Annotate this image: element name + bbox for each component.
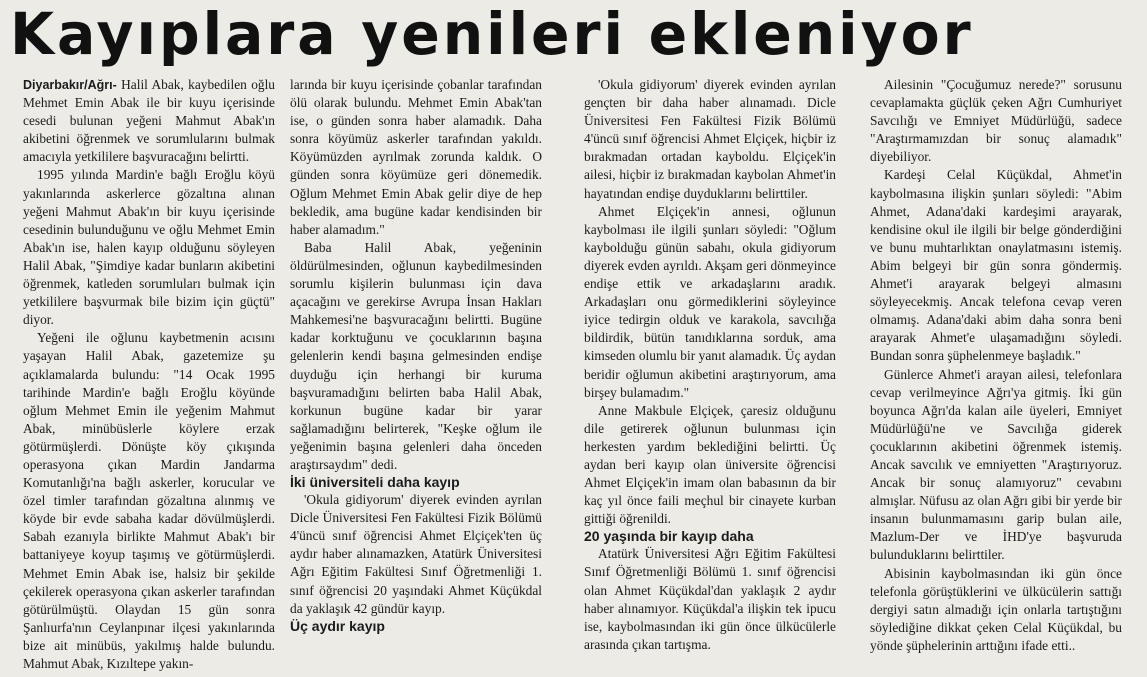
paragraph bbox=[23, 76, 275, 166]
subheading: İki üniversiteli daha kayıp bbox=[290, 474, 460, 491]
article-column-2 bbox=[290, 76, 542, 635]
paragraph: Anne Makbule Elçiçek, çaresiz olduğunu dile getirerek oğlunun bulunması için herkesten yardım beklediğini belirtti. Üç aydan beri kayıp olan üniversite öğrencisi Ahmet Elçiçek'in imam olan babasının da bir kaç yıl önce faili meçhul bir cinayete kurban gittiği öğrenildi. bbox=[584, 402, 836, 527]
paragraph: Atatürk Üniversitesi Ağrı Eğitim Fakültesi Sınıf Öğretmenliği Bölümü 1. sınıf öğrencisi olan Ahmet Küçükdal'dan yaklaşık 2 aydır haber alınamıyor. Küçükdal'a ilişkin tek ipucu ise, kaybolmasından iki gün önce ülkücülerle arasında çıkan tartışma. bbox=[584, 546, 836, 652]
subheading: 20 yaşında bir kayıp daha bbox=[584, 528, 754, 545]
paragraph: Baba Halil Abak, yeğeninin öldürülmesinden, oğlunun kaybedilmesinden sorumlu kişilerin bulunması için dava açacağını ve gerekirse Avrupa İnsan Hakları Mahkemesi'ne başvuracağını belirtti. Bugüne kadar korktuğunu ve çocuklarının başına gelenlerin kendi başına gelmesinden endişe duyduğu için herhangi bir kuruma başvuramadığını belirten baba Halil Abak, korkunun bugüne kadar bir yarar sağlamadığını belirterek, "Keşke oğlum ile yeğenimin başına gelenleri daha önceden araştırsaydım" dedi. bbox=[290, 239, 542, 472]
paragraph: 1995 yılında Mardin'e bağlı Eroğlu köyü yakınlarında askerlerce gözaltına alınan yeğeni Mahmut Abak'ın bir kuyu içerisinde cesedinin bulunduğunu ve oğlu Mehmet Emin Abak'ın ise, halen kayıp olduğunu söyleyen Halil Abak, "Şimdiye kadar bunların akibetini öğrenmek, katleden sorumluları bulmak için yetkililere başvurmak bile bizim için güçtü" diyor. bbox=[23, 167, 275, 328]
paragraph: Ailesinin "Çocuğumuz nerede?" sorusunu cevaplamakta güçlük çeken Ağrı Cumhuriyet Savcılığı ve Emniyet Müdürlüğü, sadece "Araştırmamızdan bir sonuç alamadık" diyebiliyor. bbox=[870, 77, 1122, 165]
article-column-3 bbox=[584, 76, 836, 654]
paragraph: Kardeşi Celal Küçükdal, Ahmet'in kaybolmasına ilişkin şunları söyledi: "Abim Ahmet, Adana'daki kardeşimi arayarak, kendisine okul ile ilgili bir belge gönderdiğini ve bunu muhtarlıktan onaylatmasını istemiş. Abim belgeyi bir gün sonra göndermiş. Ahmet'i arayarak belgeyi almasını söyleyecekmiş. Ancak telefona cevap veren olmamış. Adana'daki abim daha sonra beni arayarak Ahmet'e ulaşamadığını söyledi. Bundan sonra şüphelenmeye başladık." bbox=[870, 167, 1122, 364]
paragraph: 'Okula gidiyorum' diyerek evinden ayrılan Dicle Üniversitesi Fen Fakültesi Fizik Bölümü 4'üncü sınıf öğrencisi Ahmet Elçiçek'ten üç aydır haber alınamazken, Atatürk Üniversitesi Ağrı Eğitim Fakültesi Sınıf Öğretmenliği 1. sınıf öğrencisi 20 yaşındaki Ahmet Küçükdal da yaklaşık 42 gündür kayıp. bbox=[290, 492, 542, 616]
paragraph: Günlerce Ahmet'i arayan ailesi, telefonlara cevap verilmeyince Ağrı'ya gitmiş. İki gün boyunca Ağrı'da kalan aile üyeleri, Emniyet Müdürlüğü'ne ve Savcılığa giderek çocuklarının akibetini öğrenmek istemiş. Ancak savcılık ve emniyetten "Araştırıyoruz. Ancak bir sonuç alamıyoruz" cevabını almışlar. Nüfusu az olan Ağrı gibi bir yerde bir insanın bulunmamasını garip bulan aile, Mazlum-Der ve İHD'ye başvuruda bulunduklarını belirttiler. bbox=[870, 366, 1122, 563]
paragraph: Yeğeni ile oğlunu kaybetmenin acısını yaşayan Halil Abak, gazetemize şu açıklamalarda bulundu: "14 Ocak 1995 tarihinde Mardin'e bağlı Eroğlu köyünde oğlum Mehmet Emin ile yeğenim Mahmut Abak, minübüslerle köylere erzak götürmüşlerdi. Dönüşte köy çıkışında operasyona çıkan Mardin Jandarma Komutanlığı'na bağlı askerler, korucular ve özel timler tarafından gözaltına alınmış ve köyde bir evde sabaha kadar dövülmüşlerdi. Sabah ezanıyla birlikte Mahmut Abak'ı bir battaniyeye koyup taşımış ve götürmüşlerdi. Mehmet Emin Abak ise, halsiz bir şekilde çekilerek operasyona çıkan askerler tarafından götürülmüştü. Olaydan 15 gün sonra Şanlıurfa'nın Ceylanpınar ilçesi yakınlarında bize ait minübüs, yakılmış halde bulundu. Mahmut Abak, Kızıltepe yakın- bbox=[23, 330, 275, 671]
paragraph-text: Halil Abak, kaybedilen oğlu Mehmet Emin Abak ile bir kuyu içerisinde cesedi bulunan yeğeni Mahmut Abak'ın akibetini öğrenmek ve sorumlularını bulmak amacıyla yetkililere başvuracağını belirtti. bbox=[23, 77, 275, 165]
paragraph: larında bir kuyu içerisinde çobanlar tarafından ölü olarak bulundu. Mehmet Emin Abak'tan ise, o günden sonra haber alamadık. Daha sonra köyümüz askerler tarafından yakıldı. Köyümüzden ayrılmak zorunda kaldık. O günden sonra köyümüze geri dönemedik. Oğlum Mehmet Emin Abak gelir diye de hep bekledik, ama bugüne kadar kendisinden bir haber alamadım." bbox=[290, 77, 542, 237]
dateline: Diyarbakır/Ağrı- bbox=[23, 78, 117, 92]
article-column-4 bbox=[870, 76, 1122, 655]
article-column-1 bbox=[23, 76, 275, 673]
headline: Kayıplara yenileri ekleniyor bbox=[10, 0, 974, 68]
paragraph: Ahmet Elçiçek'in annesi, oğlunun kaybolması ile ilgili şunları söyledi: "Oğlum kaybolduğu günün sabahı, okula gidiyorum diyerek evden ayrıldı. Akşam geri dönmeyince endişe ettik ve arkadaşlarını aradık. Arkadaşları onu görmediklerini söyleyince iyice tedirgin olduk ve karakola, savcılığa bildirdik, bütün tanıdıklarına sorduk, ama kimseden olumlu bir yanıt alamadık. Üç aydan beridir oğlumun akibetini araştırıyorum, ama birşey bulamadım." bbox=[584, 203, 836, 400]
paragraph: Abisinin kaybolmasından iki gün önce telefonla görüştüklerini ve ülkücülerin sattığı dergiyi satın almadığı için onlarla tartıştığını söylediğine dikkat çeken Celal Küçükdal, bu yönde şüphelerinin arttığını ifade etti.. bbox=[870, 565, 1122, 653]
paragraph: 'Okula gidiyorum' diyerek evinden ayrılan gençten bir daha haber alınamadı. Dicle Üniversitesi Fen Fakültesi Fizik Bölümü 4'üncü sınıf öğrencisi Ahmet Elçiçek, hiçbir iz bırakmadan ortadan kayboldu. Elçiçek'in ailesi, hiçbir iz bırakmadan kaybolan Ahmet'in hayatından endişe duyduklarını belirttiler. bbox=[584, 77, 836, 201]
subheading: Üç aydır kayıp bbox=[290, 617, 385, 634]
